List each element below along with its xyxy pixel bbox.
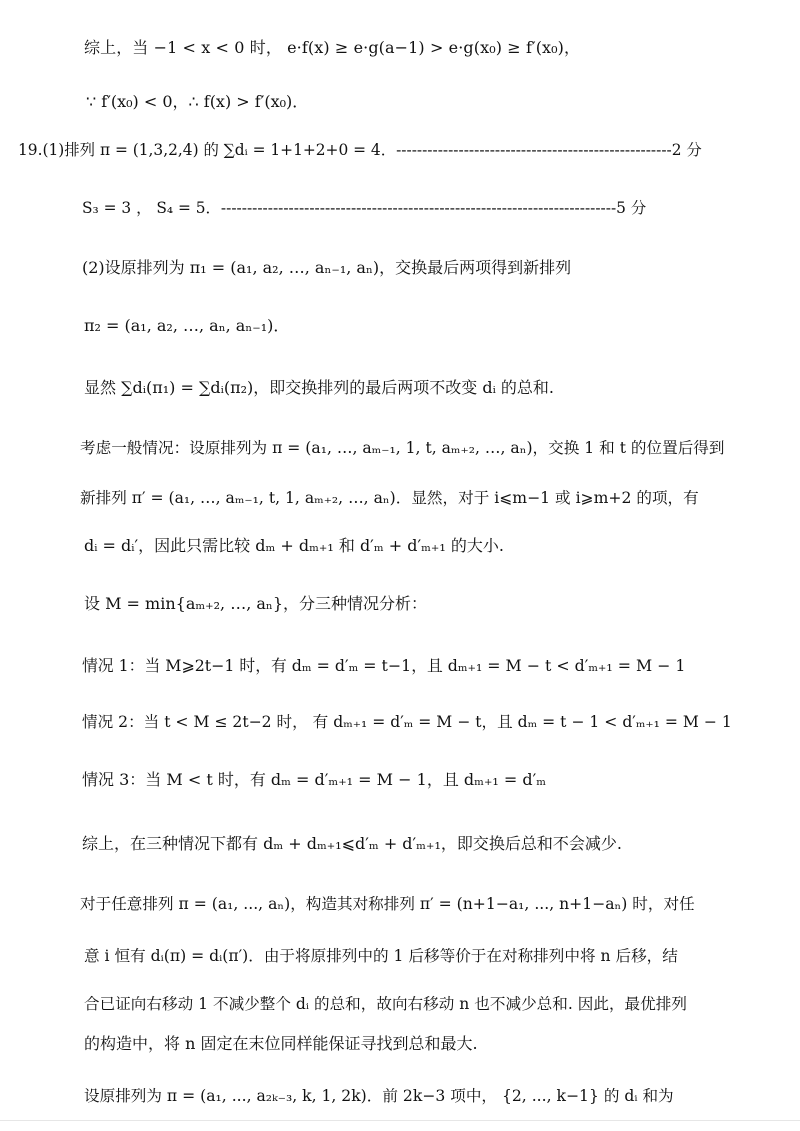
text-line (0, 526, 800, 566)
text-line (0, 584, 800, 624)
line-text: (2)设原排列为 π₁ = (a₁, a₂, …, aₙ₋₁, aₙ)，交换最后两项得到新排列 (82, 258, 572, 277)
line-text: 显然 ∑dᵢ(π₁) = ∑dᵢ(π₂)，即交换排列的最后两项不改变 dᵢ 的总和. (84, 378, 554, 397)
text-line (0, 130, 800, 170)
line-text: 19.(1)排列 π = (1,3,2,4) 的 ∑dᵢ = 1+1+2+0 = 4．-----------------------------------------------------2 分 (18, 141, 702, 159)
line-text: 合已证向右移动 1 不减少整个 dᵢ 的总和，故向右移动 n 也不减少总和. 因此，最优排列 (84, 995, 687, 1013)
line-text: 综上，当 −1 < x < 0 时， e·f(x) ≥ e·g(a−1) > e·g(x₀) ≥ f′(x₀)， (84, 38, 581, 57)
text-line (0, 248, 800, 288)
line-text: 情况 1：当 M⩾2t−1 时，有 dₘ = d′ₘ = t−1，且 dₘ₊₁ = M − t < d′ₘ₊₁ = M − 1 (82, 656, 686, 675)
text-line (0, 760, 800, 800)
text-line (0, 28, 800, 68)
line-text: dᵢ = dᵢ′，因此只需比较 dₘ + dₘ₊₁ 和 d′ₘ + d′ₘ₊₁ 的大小. (84, 536, 504, 555)
text-line (0, 1024, 800, 1064)
text-line (0, 936, 800, 976)
line-text: ∵ f′(x₀) < 0，∴ f(x) > f′(x₀)． (86, 92, 309, 111)
line-text: 设 M = min{aₘ₊₂, …, aₙ}，分三种情况分析： (84, 594, 428, 613)
text-line (0, 82, 800, 122)
text-line (0, 824, 800, 864)
line-text: 考虑一般情况：设原排列为 π = (a₁, …, aₘ₋₁, 1, t, aₘ₊₂, …, aₙ)，交换 1 和 t 的位置后得到 (80, 439, 725, 457)
text-line (0, 1076, 800, 1116)
line-text: 对于任意排列 π = (a₁, ..., aₙ)，构造其对称排列 π′ = (n+1−a₁, ..., n+1−aₙ) 时，对任 (80, 895, 695, 913)
text-line (0, 188, 800, 228)
line-text: 设原排列为 π = (a₁, ..., a₂ₖ₋₃, k, 1, 2k)．前 2k−3 项中， {2, ..., k−1} 的 dᵢ 和为 (84, 1087, 674, 1105)
line-text: 情况 2：当 t < M ≤ 2t−2 时， 有 dₘ₊₁ = d′ₘ = M − t，且 dₘ = t − 1 < d′ₘ₊₁ = M − 1 (82, 713, 732, 731)
line-text: 综上，在三种情况下都有 dₘ + dₘ₊₁⩽d′ₘ + d′ₘ₊₁，即交换后总和不会减少. (82, 834, 622, 853)
line-text: 新排列 π′ = (a₁, …, aₘ₋₁, t, 1, aₘ₊₂, …, aₙ)．显然，对于 i⩽m−1 或 i⩾m+2 的项，有 (80, 489, 699, 507)
text-line (0, 646, 800, 686)
text-line (0, 984, 800, 1024)
text-line (0, 428, 800, 468)
line-text: 的构造中，将 n 固定在末位同样能保证寻找到总和最大. (84, 1034, 478, 1053)
text-line (0, 478, 800, 518)
line-text: 情况 3：当 M < t 时，有 dₘ = d′ₘ₊₁ = M − 1，且 dₘ₊₁ = d′ₘ (82, 770, 547, 789)
text-line (0, 702, 800, 742)
line-text: 意 i 恒有 dᵢ(π) = dᵢ(π′)．由于将原排列中的 1 后移等价于在对称排列中将 n 后移，结 (84, 947, 678, 965)
line-text: S₃ = 3 ， S₄ = 5．----------------------------------------------------------------------------5 分 (82, 199, 647, 217)
line-text: π₂ = (a₁, a₂, …, aₙ, aₙ₋₁)． (84, 316, 290, 335)
page-divider (0, 1120, 800, 1121)
text-line (0, 368, 800, 408)
text-line (0, 306, 800, 346)
text-line (0, 884, 800, 924)
